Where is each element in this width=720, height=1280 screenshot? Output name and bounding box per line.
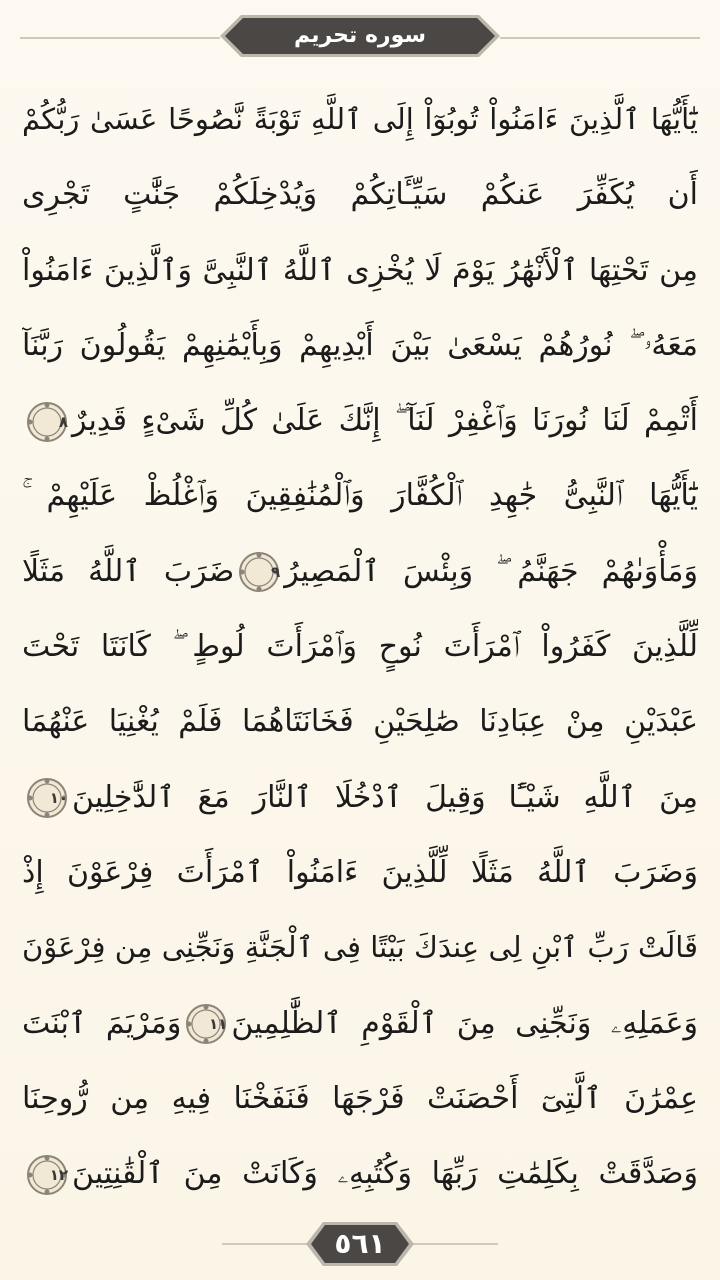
page-footer bbox=[0, 1218, 720, 1270]
header-rule-right bbox=[500, 37, 700, 39]
verse-text: ضَرَبَ ٱللَّهُ مَثَلًا bbox=[22, 553, 235, 589]
verse-text: عَبْدَيْنِ مِنْ عِبَادِنَا صَٰلِحَيْنِ فَخَانَتَاهُمَا فَلَمْ يُغْنِيَا عَنْهُمَا bbox=[22, 704, 698, 740]
ayah-number: ١١ bbox=[209, 1015, 228, 1034]
text-line bbox=[22, 835, 698, 910]
text-line bbox=[22, 534, 698, 609]
verse-text: وَمَرْيَمَ ٱبْنَتَ bbox=[22, 1005, 182, 1041]
text-line bbox=[22, 1061, 698, 1136]
verse-text: أَتْمِمْ لَنَا نُورَنَا وَٱغْفِرْ لَنَآ ۖ إِنَّكَ عَلَىٰ كُلِّ شَىْءٍ قَدِيرٌ bbox=[72, 403, 698, 439]
text-line bbox=[22, 986, 698, 1061]
verse-text: يَٰٓأَيُّهَا ٱلنَّبِىُّ جَٰهِدِ ٱلْكُفَّارَ وَٱلْمُنَٰفِقِينَ وَٱغْلُظْ عَلَيْهِمْ ۚ bbox=[22, 478, 698, 514]
verse-text: وَصَدَّقَتْ بِكَلِمَٰتِ رَبِّهَا وَكُتُبِهِۦ وَكَانَتْ مِنَ ٱلْقَٰنِتِينَ bbox=[72, 1156, 698, 1192]
quran-text-block bbox=[22, 82, 698, 1211]
text-line bbox=[22, 233, 698, 308]
text-line bbox=[22, 308, 698, 383]
verse-text: لِّلَّذِينَ كَفَرُواْ ٱمْرَأَتَ نُوحٍ وَٱمْرَأَتَ لُوطٍ ۖ كَانَتَا تَحْتَ bbox=[22, 629, 698, 665]
verse-text: أَن يُكَفِّرَ عَنكُمْ سَيِّـَٔاتِكُمْ وَيُدْخِلَكُمْ جَنَّٰتٍ تَجْرِى bbox=[22, 177, 698, 213]
page-number: ٥٦١ bbox=[334, 1227, 386, 1260]
header-rule-left bbox=[20, 37, 220, 39]
ayah-number: ١٠ bbox=[49, 789, 68, 808]
text-line bbox=[22, 383, 698, 458]
verse-text: مَعَهُۥ ۖ نُورُهُمْ يَسْعَىٰ بَيْنَ أَيْدِيهِمْ وَبِأَيْمَٰنِهِمْ يَقُولُونَ رَبَّنَآ bbox=[22, 327, 698, 363]
ayah-number-marker[interactable] bbox=[185, 1003, 227, 1045]
text-line bbox=[22, 609, 698, 684]
ayah-number-marker[interactable] bbox=[238, 551, 280, 593]
surah-title: سوره تحریم bbox=[293, 23, 427, 48]
verse-text: وَضَرَبَ ٱللَّهُ مَثَلًا لِّلَّذِينَ ءَامَنُواْ ٱمْرَأَتَ فِرْعَوْنَ إِذْ bbox=[22, 854, 698, 890]
footer-rule-left bbox=[222, 1243, 310, 1245]
text-line bbox=[22, 910, 698, 985]
verse-text: يَٰٓأَيُّهَا ٱلَّذِينَ ءَامَنُواْ تُوبُوٓاْ إِلَى ٱللَّهِ تَوْبَةً نَّصُوحًا عَسَىٰ رَبُّكُمْ bbox=[22, 102, 698, 136]
ayah-number-marker[interactable] bbox=[26, 401, 68, 443]
verse-text: قَالَتْ رَبِّ ٱبْنِ لِى عِندَكَ بَيْتًا فِى ٱلْجَنَّةِ وَنَجِّنِى مِن فِرْعَوْنَ bbox=[22, 930, 698, 965]
ayah-number: ١٢ bbox=[49, 1165, 68, 1184]
text-line bbox=[22, 458, 698, 533]
surah-header bbox=[0, 12, 720, 62]
surah-title-badge[interactable] bbox=[219, 14, 501, 58]
ayah-number-marker[interactable] bbox=[26, 1154, 68, 1196]
ayah-number-marker[interactable] bbox=[26, 777, 68, 819]
ayah-number: ٩ bbox=[271, 563, 281, 582]
verse-text: وَمَأْوَىٰهُمْ جَهَنَّمُ ۖ وَبِئْسَ ٱلْمَصِيرُ bbox=[284, 553, 698, 589]
verse-text: مِن تَحْتِهَا ٱلْأَنْهَٰرُ يَوْمَ لَا يُخْزِى ٱللَّهُ ٱلنَّبِىَّ وَٱلَّذِينَ ءَامَنُواْ bbox=[22, 252, 698, 288]
ayah-number: ٨ bbox=[58, 412, 68, 431]
footer-rule-right bbox=[410, 1243, 498, 1245]
verse-text: وَعَمَلِهِۦ وَنَجِّنِى مِنَ ٱلْقَوْمِ ٱلظَّٰلِمِينَ bbox=[231, 1005, 698, 1041]
text-line bbox=[22, 157, 698, 232]
page-number-badge bbox=[305, 1221, 415, 1267]
verse-text: عِمْرَٰنَ ٱلَّتِىٓ أَحْصَنَتْ فَرْجَهَا فَنَفَخْنَا فِيهِ مِن رُّوحِنَا bbox=[22, 1080, 698, 1116]
text-line bbox=[22, 760, 698, 835]
text-line bbox=[22, 1136, 698, 1211]
text-line bbox=[22, 82, 698, 157]
verse-text: مِنَ ٱللَّهِ شَيْـًٔا وَقِيلَ ٱدْخُلَا ٱلنَّارَ مَعَ ٱلدَّٰخِلِينَ bbox=[72, 779, 698, 815]
text-line bbox=[22, 684, 698, 759]
